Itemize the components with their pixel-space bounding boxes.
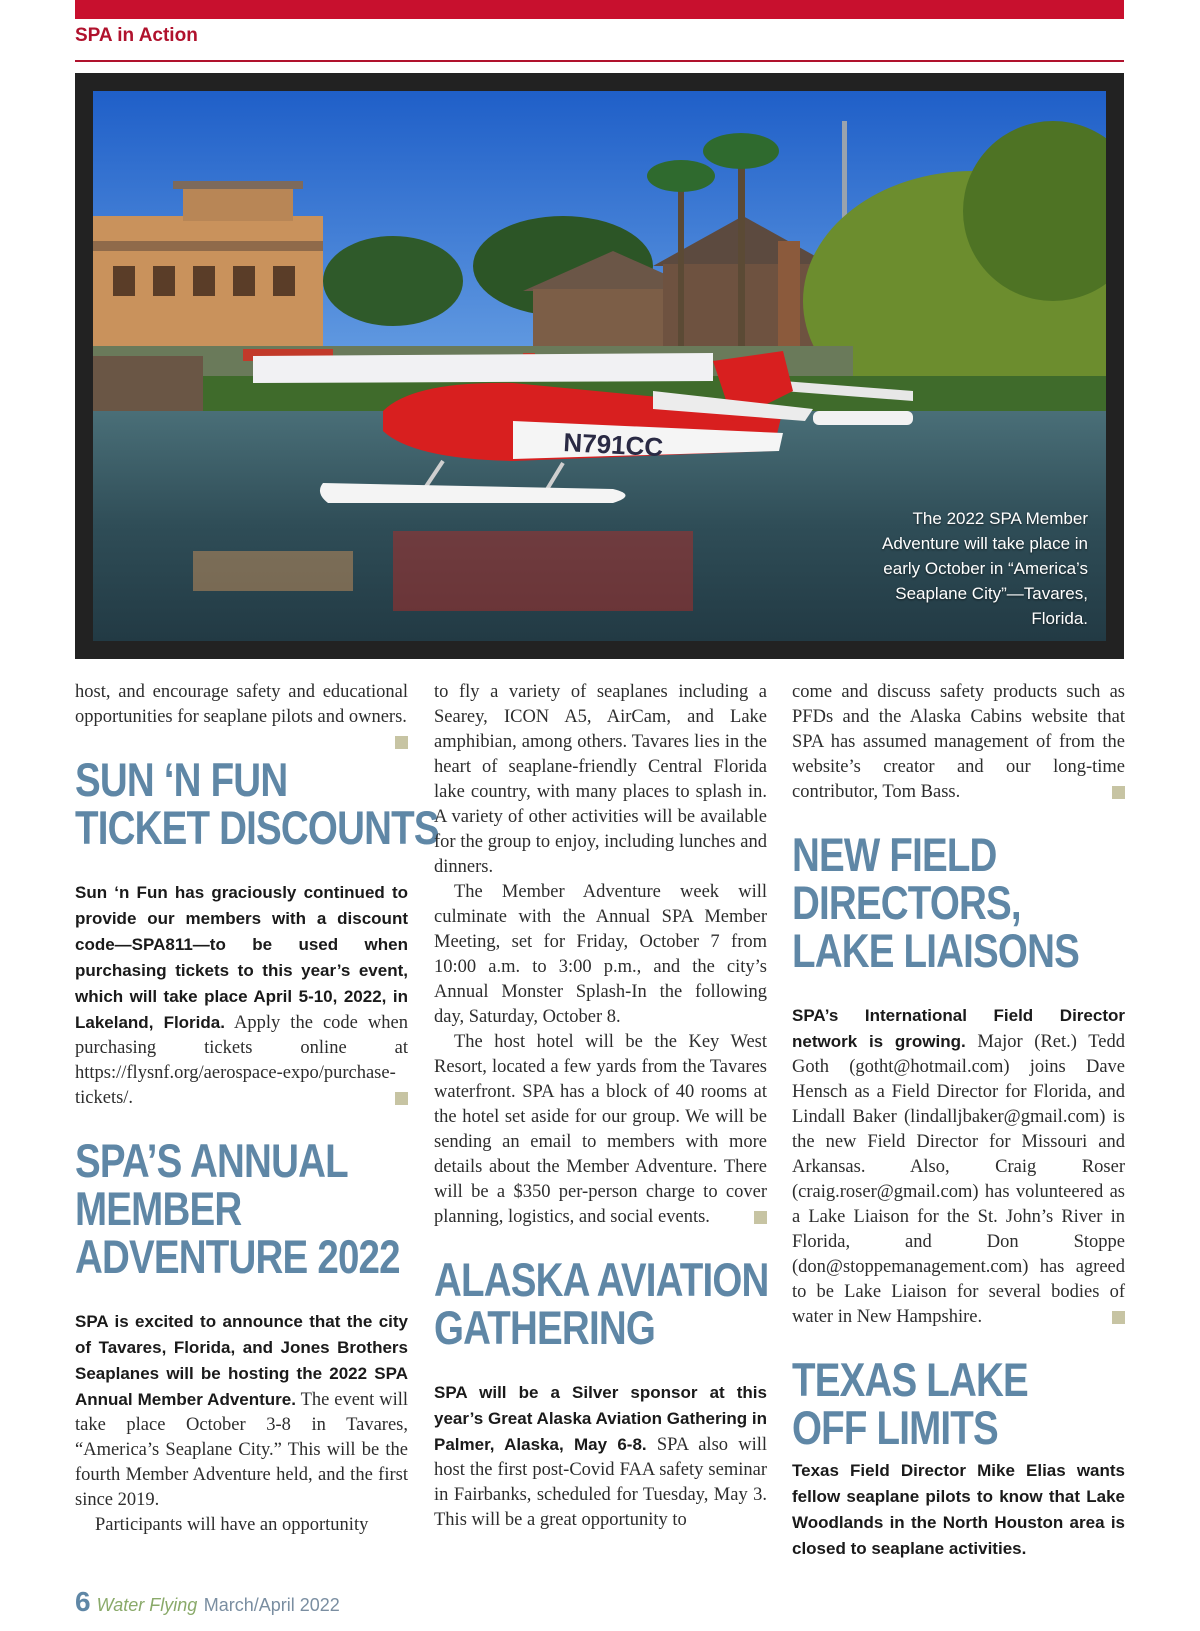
column-3	[792, 680, 1125, 1562]
section-divider	[75, 60, 1124, 62]
adventure-lead: SPA is excited to announce that the city of Tavares, Florida, and Jones Brothers Seaplanes will be hosting the 2022 SPA Annual Member Adventure.	[75, 1312, 408, 1409]
photo-caption: The 2022 SPA Member Adventure will take place in early October in “America’s Seaplane City”—Tavares, Florida.	[881, 509, 1088, 628]
sunfun-heading-line1: SUN ‘N FUN	[75, 753, 288, 806]
adventure-paragraph	[75, 1309, 408, 1513]
column-2	[434, 680, 767, 1533]
intro-paragraph	[75, 680, 408, 730]
adventure-body: The event will take place October 3-8 in Tavares, “America’s Seaplane City.” This will be the fourth Member Adventure held, and the first since 2019.	[75, 1390, 408, 1510]
top-color-bar	[75, 0, 1124, 19]
sunfun-lead: Sun ‘n Fun has graciously continued to provide our members with a discount code—SPA811—to be used when purchasing tickets to this year’s event, which will take place April 5-10, 2022, in Lakeland, Florida.	[75, 883, 408, 1032]
alaska-body: SPA also will host the first post-Covid FAA safety seminar in Fairbanks, scheduled for Tuesday, May 3. This will be a great opportunity to	[434, 1435, 767, 1530]
field-directors-paragraph	[792, 1003, 1125, 1330]
alaska-paragraph	[434, 1380, 767, 1533]
section-label: SPA in Action	[75, 25, 198, 46]
texas-lead: Texas Field Director Mike Elias wants fellow seaplane pilots to know that Lake Woodlands in the North Houston area is closed to seaplane activities.	[792, 1461, 1125, 1558]
field-directors-heading	[792, 828, 1125, 977]
end-mark-icon	[395, 1092, 408, 1105]
host-hotel-paragraph	[434, 1030, 767, 1230]
sunfun-heading	[75, 753, 439, 854]
sunfun-body: Apply the code when purchasing tickets online at https://flysnf.org/aerospace-expo/purchase-tickets/.	[75, 1013, 408, 1108]
adventure-paragraph-2: Participants will have an opportunity	[95, 1515, 369, 1535]
adventure-heading-line2: MEMBER	[75, 1182, 242, 1235]
adventure-heading	[75, 1134, 408, 1283]
texas-heading-line1: TEXAS LAKE	[792, 1353, 1028, 1406]
alaska-continued-paragraph	[792, 680, 1125, 805]
field-heading-line3: LAKE LIAISONS	[792, 924, 1079, 977]
intro-text: host, and encourage safety and educational opportunities for seaplane pilots and owners.	[75, 682, 408, 727]
host-hotel-text: The host hotel will be the Key West Resort, located a few yards from the Tavares waterfront. SPA has a block of 40 rooms at the hotel set aside for our group. We will be sending an email to members with more details about the Member Adventure. There will be a $350 per-person charge to cover planning, logistics, and social events.	[434, 1032, 767, 1227]
column-1	[75, 680, 439, 1538]
field-heading-line2: DIRECTORS,	[792, 876, 1021, 929]
photo-frame	[75, 73, 1124, 659]
end-mark-icon	[395, 736, 408, 749]
issue-date: March/April 2022	[203, 1595, 340, 1615]
texas-paragraph	[792, 1458, 1125, 1562]
magazine-name: Water Flying	[96, 1595, 198, 1615]
end-mark-icon	[1112, 1311, 1125, 1324]
adventure-continued-paragraph: to fly a variety of seaplanes including a Searey, ICON A5, AirCam, and Lake amphibian, among others. Tavares lies in the heart of seaplane-friendly Central Florida lake country, with many places to splash in. A variety of other activities will be available for the group to enjoy, including lunches and dinners.	[434, 682, 767, 877]
end-mark-icon	[754, 1211, 767, 1224]
texas-heading	[792, 1353, 1125, 1454]
alaska-continued-text: come and discuss safety products such as PFDs and the Alaska Cabins website that SPA has assumed management of from the website’s creator and our long-time contributor, Tom Bass.	[792, 682, 1125, 802]
sunfun-paragraph	[75, 880, 408, 1111]
adventure-heading-line3: ADVENTURE 2022	[75, 1230, 400, 1283]
end-mark-icon	[1112, 786, 1125, 799]
member-meeting-paragraph: The Member Adventure week will culminate with the Annual SPA Member Meeting, set for Friday, October 7 from 10:00 a.m. to 3:00 p.m., and the city’s Annual Monster Splash-In the following day, Saturday, October 8.	[434, 882, 767, 1027]
field-heading-line1: NEW FIELD	[792, 828, 997, 881]
alaska-heading	[434, 1253, 769, 1354]
alaska-heading-line1: ALASKA AVIATION	[434, 1253, 769, 1306]
sunfun-heading-line2: TICKET DISCOUNTS	[75, 801, 439, 854]
field-lead: SPA’s International Field Director network is growing.	[792, 1006, 1125, 1051]
page-folio	[75, 1586, 340, 1618]
alaska-heading-line2: GATHERING	[434, 1301, 656, 1354]
alaska-lead: SPA will be a Silver sponsor at this year’s Great Alaska Aviation Gathering in Palmer, Alaska, May 6-8.	[434, 1383, 767, 1454]
tail-number-text: N791CC	[562, 427, 664, 463]
adventure-heading-line1: SPA’S ANNUAL	[75, 1134, 348, 1187]
field-body: Major (Ret.) Tedd Goth (gotht@hotmail.com) joins Dave Hensch as a Field Director for Florida, and Lindall Baker (lindalljbaker@gmail.com) is the new Field Director for Missouri and Arkansas. Also, Craig Roser (craig.roser@gmail.com) has volunteered as a Lake Liaison for the St. John’s River in Florida, and Don Stoppe (don@stoppemanagement.com) has agreed to be Lake Liaison for several bodies of water in New Hampshire.	[792, 1032, 1126, 1327]
texas-heading-line2: OFF LIMITS	[792, 1401, 998, 1454]
page-number: 6	[75, 1586, 91, 1617]
